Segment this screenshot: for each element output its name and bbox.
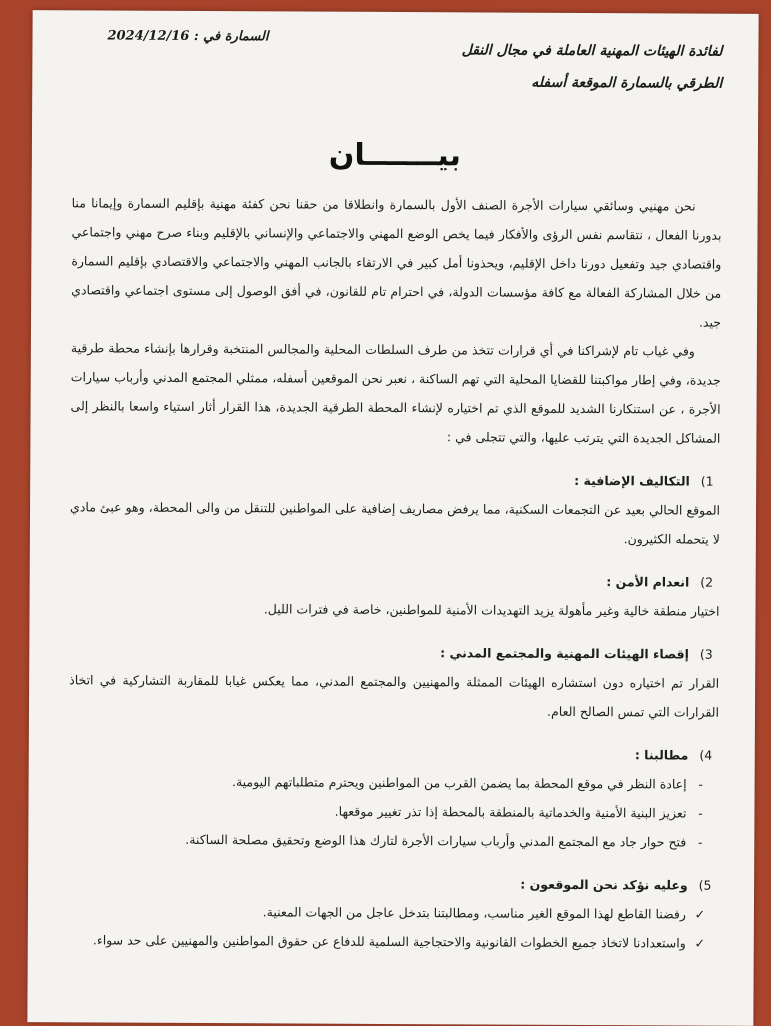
document-title: بيـــــــان bbox=[328, 137, 462, 174]
intro-paragraph-1: نحن مهنيي وسائقي سيارات الأجرة الصنف الأول بالسمارة وانطلاقا من حقنا نحن كفئة مهنية بإقليم السمارة وإيمانا منا بدورنا الفعال ، نتقاسم نفس الرؤى والأفكار فيما يخص الوضع المهني والاجتماعي والإنساني بالإقليم وبناء صرح مهني واجتماعي واقتصادي جيد وتفعيل دورنا داخل الإقليم، ويحذونا أمل كبير في الارتقاء بالجانب المهني والاجتماعي والاقتصادي بإقليم السمارة من خلال المشاركة الفعالة مع كافة مؤسسات الدولة، في احترام تام للقانون، في أفق الوصول إلى مستوى اجتماعي واقتصادي جيد. bbox=[71, 195, 722, 330]
list-item-text: إعادة النظر في موقع المحطة بما يضمن القرب من المواطنين ويحترم متطلباتهم اليومية. bbox=[231, 774, 687, 792]
list-item bbox=[68, 925, 708, 957]
section-title: إقصاء الهيئات المهنية والمجتمع المدني : bbox=[440, 645, 689, 662]
list-item bbox=[69, 766, 709, 798]
document-body bbox=[68, 188, 722, 957]
dash-bullet: - bbox=[698, 776, 703, 792]
section-body: الموقع الحالي بعيد عن التجمعات السكنية، مما يرفض مصاريف إضافية على المواطنين للتنقل من والى المحطة، وهو عبئ مادي لا يتحمله الكثيرون. bbox=[70, 499, 721, 547]
checkmark-icon: ✓ bbox=[694, 906, 706, 922]
section-heading bbox=[70, 463, 720, 495]
section-number: 2) bbox=[700, 574, 714, 590]
list-item-text: تعزيز البنية الأمنية والخدماتية بالمنطقة بالمحطة إذا تذر تغيير موقعها. bbox=[334, 803, 687, 821]
section-number: 4) bbox=[699, 747, 713, 763]
document-page bbox=[27, 10, 758, 1026]
list-item bbox=[68, 795, 708, 827]
affirmation-list bbox=[68, 896, 718, 957]
section-2 bbox=[69, 564, 719, 625]
section-heading bbox=[70, 564, 720, 596]
intro-paragraph-2: وفي غياب تام لإشراكنا في أي قرارات تتخذ من طرف السلطات المحلية والمجالس المنتخبة وقرارها بإنشاء محطة طرقية جديدة، وفي إطار مواكبتنا للقضايا المحلية التي تهم الساكنة ، نعبر نحن الموقعين أسفله، ممثلي المجتمع المدني وأرباب سيارات الأجرة ، عن استنكارنا الشديد للموقع الذي تم اختياره لإنشاء المحطة الطرقية الجديدة، هذا القرار أثار استياء واسعا بالنظر إلى المشاكل الجديدة التي يترتب عليها، والتي تتجلى في : bbox=[70, 340, 721, 446]
section-heading bbox=[68, 867, 718, 899]
dash-bullet: - bbox=[698, 834, 703, 850]
section-title: مطالبنا : bbox=[634, 747, 689, 763]
list-item-text: رفضنا القاطع لهذا الموقع الغير مناسب، ومطالبتنا بتدخل عاجل من الجهات المعنية. bbox=[262, 904, 686, 922]
section-title: انعدام الأمن : bbox=[606, 574, 690, 590]
list-item bbox=[68, 824, 708, 856]
section-title: وعليه نؤكد نحن الموقعون : bbox=[520, 876, 688, 893]
section-number: 3) bbox=[699, 646, 713, 662]
section-heading bbox=[69, 737, 719, 769]
list-item bbox=[68, 896, 708, 928]
list-item-text: واستعدادنا لاتخاذ جميع الخطوات القانونية والاحتجاجية السلمية للدفاع عن حقوق المواطنين والمهنيين على حد سواء. bbox=[92, 932, 686, 951]
date-line: السمارة في : 2024/12/16 bbox=[107, 28, 269, 45]
checkmark-icon: ✓ bbox=[694, 935, 706, 951]
dash-bullet: - bbox=[698, 805, 703, 821]
section-number: 1) bbox=[700, 473, 714, 489]
section-4-demands bbox=[68, 737, 719, 856]
demands-list bbox=[68, 766, 718, 856]
recipient-line-1: لفائدة الهيئات المهنية العاملة في مجال النقل bbox=[461, 42, 723, 60]
section-body: القرار تم اختياره دون استشاره الهيئات الممثلة والمهنيين والمجتمع المدني، مما يعكس غيابا للمقاربة التشاركية في اتخاذ القرارات التي تمس الصالح العام. bbox=[69, 672, 720, 720]
list-item-text: فتح حوار جاد مع المجتمع المدني وأرباب سيارات الأجرة لتارك هذا الوضع وتحقيق مصلحة الساكنة. bbox=[185, 831, 687, 850]
section-title: التكاليف الإضافية : bbox=[574, 472, 690, 489]
section-number: 5) bbox=[698, 877, 712, 893]
section-3 bbox=[69, 636, 719, 726]
section-body: اختيار منطقة خالية وغير مأهولة يزيد التهديدات الأمنية للمواطنين، خاصة في فترات الليل. bbox=[263, 601, 720, 619]
section-heading bbox=[69, 636, 719, 668]
recipient-header bbox=[362, 34, 722, 100]
section-1 bbox=[70, 463, 720, 553]
section-5-affirmation bbox=[68, 867, 718, 957]
recipient-line-2: الطرقي بالسمارة الموقعة أسفله bbox=[531, 74, 723, 92]
